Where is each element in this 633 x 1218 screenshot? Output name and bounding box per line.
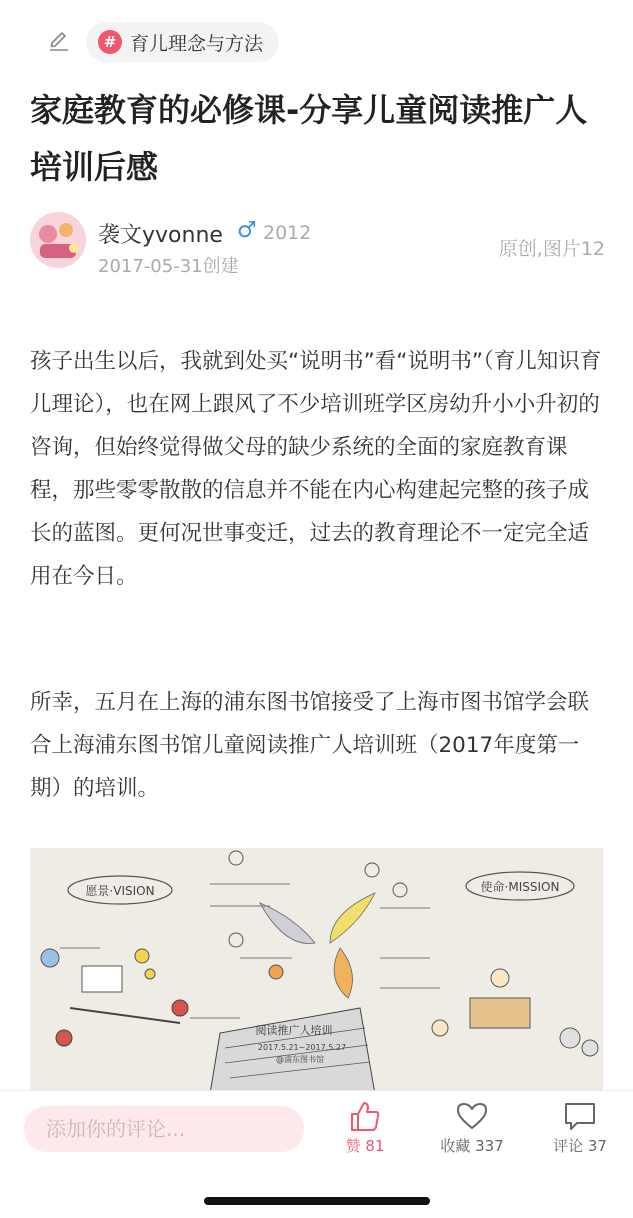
like-button[interactable] xyxy=(325,1099,405,1163)
comment-button[interactable] xyxy=(540,1099,620,1163)
author-year: 2012 xyxy=(263,222,312,244)
comment-input[interactable] xyxy=(24,1106,304,1152)
like-count: 赞 81 xyxy=(345,1137,385,1155)
article-paragraph: 所幸，五月在上海的浦东图书馆接受了上海市图书馆学会联合上海浦东图书馆儿童阅读推广人培训班（2017年度第一期）的培训。 xyxy=(30,690,590,801)
thumbs-up-icon xyxy=(348,1099,382,1133)
bottom-action-bar xyxy=(0,1090,633,1218)
favorite-button[interactable] xyxy=(432,1099,512,1163)
top-bar xyxy=(0,22,633,64)
article-paragraph: 孩子出生以后，我就到处买“说明书”看“说明书”（育儿知识育儿理论），也在网上跟风了不少培训班学区房幼升小小升初的咨询，但始终觉得做父母的缺少系统的全面的家庭教育课程，那些零零散散的信息并不能在内心构建起完整的孩子成长的蓝图。更何况世事变迁，过去的教育理论不一定完全适用在今日。 xyxy=(30,349,602,589)
author-info xyxy=(30,212,605,276)
author-name[interactable]: 袭文yvonne xyxy=(98,223,223,248)
comment-count: 评论 37 xyxy=(553,1137,607,1155)
heart-icon xyxy=(455,1099,489,1133)
sketchnote-drawing xyxy=(30,848,603,1094)
mission-label: 使命·MISSION xyxy=(480,880,560,894)
topic-tag[interactable] xyxy=(86,22,279,62)
male-icon: ♂ xyxy=(237,218,257,243)
favorite-count: 收藏 337 xyxy=(440,1137,504,1155)
article-title: 家庭教育的必修课-分享儿童阅读推广人培训后感 xyxy=(30,91,588,186)
vision-label: 愿景·VISION xyxy=(85,884,155,898)
post-meta: 原创,图片12 xyxy=(498,238,605,260)
hashtag-icon: # xyxy=(98,30,122,54)
article-image[interactable] xyxy=(30,848,603,1094)
avatar-image xyxy=(30,212,86,268)
created-date: 2017-05-31创建 xyxy=(98,256,239,277)
edit-icon[interactable] xyxy=(46,26,72,52)
comment-bubble-icon xyxy=(563,1099,597,1133)
avatar[interactable] xyxy=(30,212,86,268)
place-note: @浦东图书馆 xyxy=(276,1055,324,1064)
home-indicator[interactable] xyxy=(204,1197,430,1205)
center-label: 阅读推广人培训 xyxy=(255,1024,333,1037)
date-note: 2017.5.21~2017.5.27 xyxy=(257,1043,347,1052)
topic-tag-label: 育儿理念与方法 xyxy=(130,32,264,55)
